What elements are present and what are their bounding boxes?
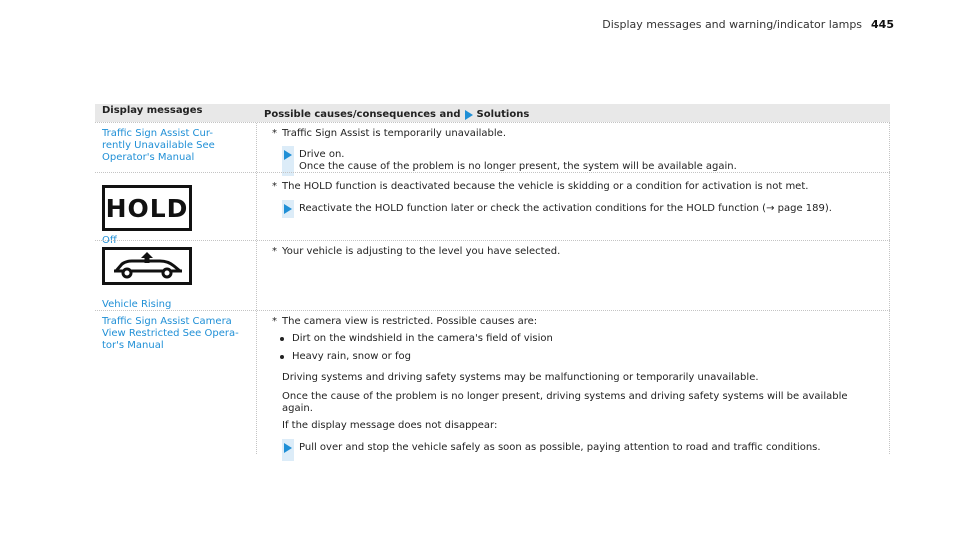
message-traffic-sign-unavailable[interactable]: Traffic Sign Assist Cur- rently Unavailable See Operator's Manual [102, 128, 215, 163]
message-vehicle-rising[interactable]: Vehicle Rising [102, 299, 172, 310]
cause-text [272, 181, 872, 193]
header-display-messages: Display messages [102, 105, 203, 116]
header-causes-solutions [264, 109, 529, 120]
list-item [272, 351, 872, 363]
solution-text: Drive on. Once the cause of the problem is no longer present, the system will be available again. [299, 149, 737, 172]
solution-step [282, 149, 872, 173]
cause-text [272, 316, 872, 328]
solution-text: Reactivate the HOLD function later or check the activation conditions for the HOLD function (→ page 189). [299, 203, 832, 214]
solution-arrow-icon [284, 150, 292, 160]
cause-text-content: The HOLD function is deactivated because the vehicle is skidding or a condition for activation is not met. [282, 181, 809, 192]
list-item [272, 333, 872, 345]
bullet-text: Heavy rain, snow or fog [292, 351, 411, 362]
cause-star: * [272, 181, 277, 192]
hold-icon: HOLD [102, 185, 192, 231]
bullet-dot [280, 355, 284, 359]
message-camera-view-restricted[interactable]: Traffic Sign Assist Camera View Restricted See Opera- tor's Manual [102, 316, 239, 351]
bullet-text: Dirt on the windshield in the camera's field of vision [292, 333, 553, 344]
page-header-title: Display messages and warning/indicator lamps [602, 18, 863, 31]
cause-text [272, 128, 872, 140]
table-row [95, 122, 890, 172]
cause-star: * [272, 128, 277, 139]
table-row [95, 240, 890, 310]
solution-arrow-icon [284, 443, 292, 453]
info-paragraph: If the display message does not disappear: [282, 420, 498, 431]
cause-star: * [272, 246, 277, 257]
page-header [602, 18, 894, 31]
cause-star: * [272, 316, 277, 327]
solution-arrow-icon [465, 110, 473, 120]
info-paragraph: Driving systems and driving safety systems may be malfunctioning or temporarily unavailable. [282, 372, 759, 383]
solution-step [282, 203, 872, 215]
page-number: 445 [871, 18, 894, 31]
cause-text-content: Traffic Sign Assist is temporarily unavailable. [282, 128, 507, 139]
bullet-dot [280, 337, 284, 341]
table-row [95, 310, 890, 454]
vehicle-rising-icon [102, 247, 192, 285]
header-solutions-label: Solutions [476, 109, 530, 120]
cause-text-content: Your vehicle is adjusting to the level you have selected. [282, 246, 561, 257]
info-paragraph: Once the cause of the problem is no longer present, driving systems and driving safety systems will be available again. [282, 391, 848, 414]
cause-text [272, 246, 872, 258]
table-header [95, 104, 890, 122]
cause-text-content: The camera view is restricted. Possible causes are: [282, 316, 538, 327]
solution-arrow-icon [284, 204, 292, 214]
display-messages-table [95, 104, 890, 454]
solution-step [282, 442, 872, 454]
message-hold-off[interactable]: Off [102, 235, 117, 246]
solution-text: Pull over and stop the vehicle safely as soon as possible, paying attention to road and traffic conditions. [299, 442, 821, 453]
header-causes-label: Possible causes/consequences and [264, 109, 461, 120]
table-row [95, 172, 890, 246]
